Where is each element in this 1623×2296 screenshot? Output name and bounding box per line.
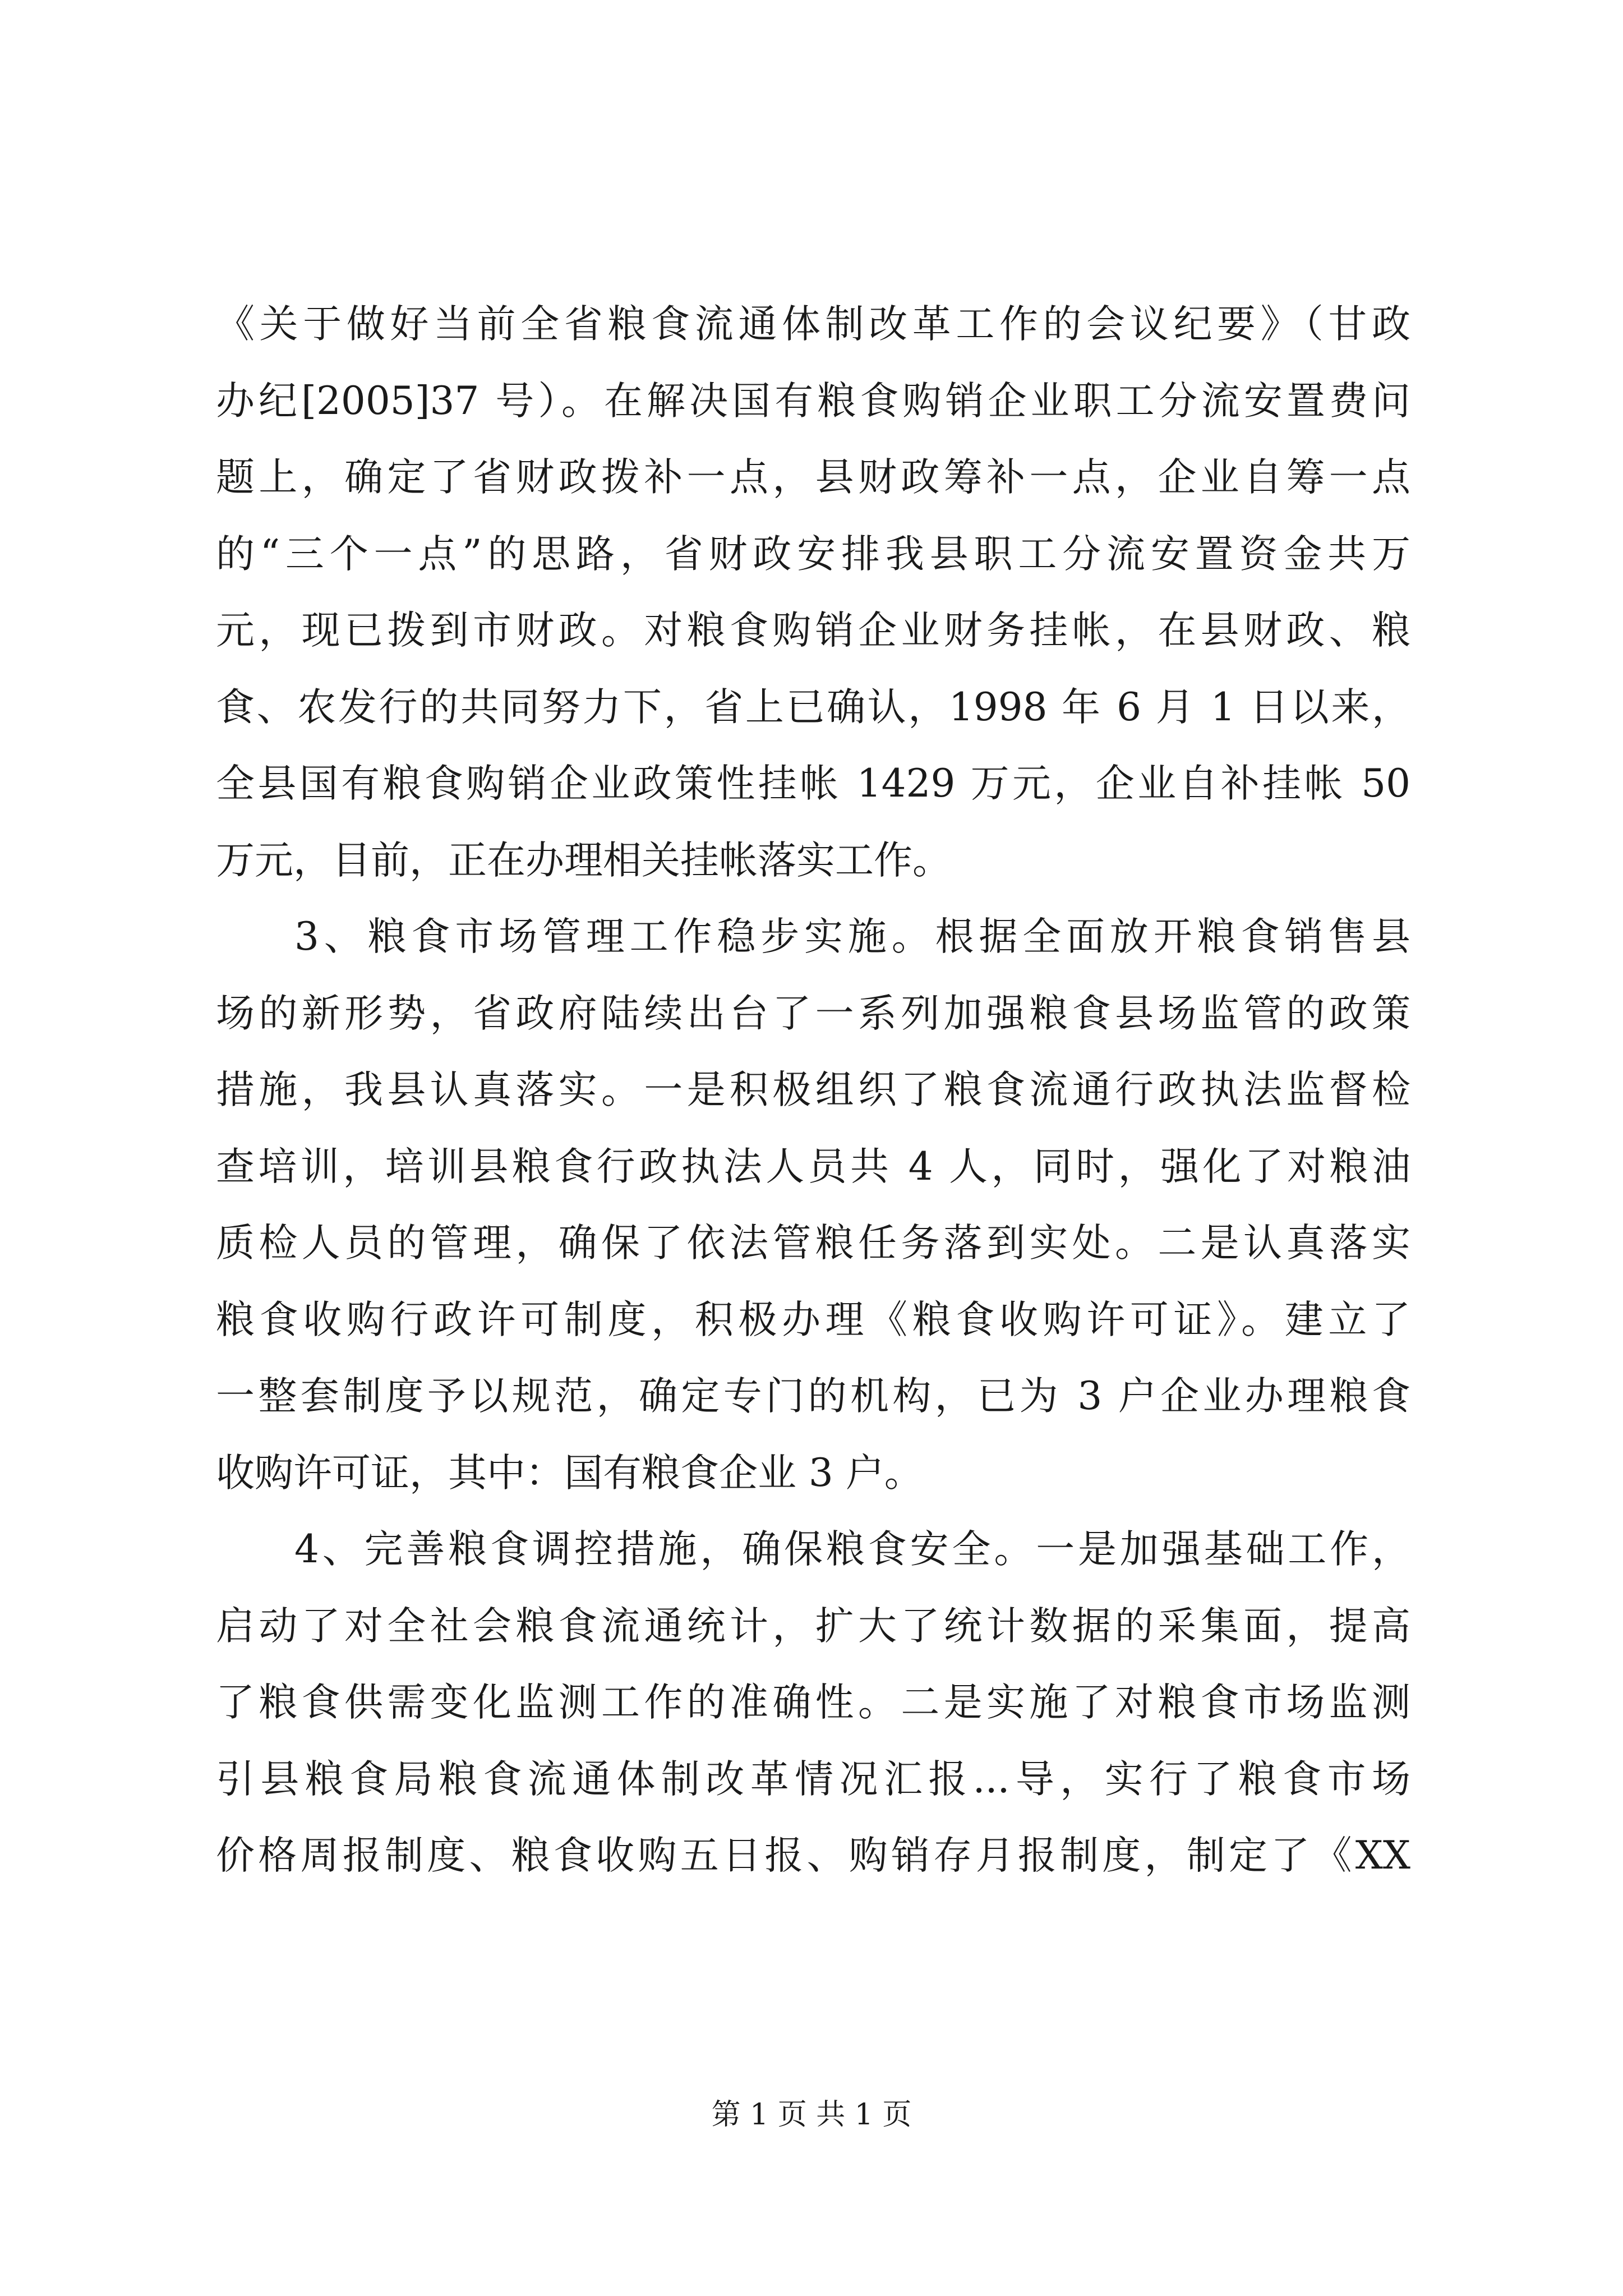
text-line-17: 4、完善粮食调控措施，确保粮食安全。一是加强基础工作， [294,1527,1410,1572]
text-line-6: 食、农发行的共同努力下，省上已确认，1998 年 6 月 1 日以来， [216,684,1410,730]
text-line-2: 办纪[2005]37 号）。在解决国有粮食购销企业职工分流安置费问 [216,378,1410,424]
text-line-9: 3、粮食市场管理工作稳步实施。根据全面放开粮食销售县 [294,914,1410,959]
page-footer: 第 1 页 共 1 页 [711,2098,912,2132]
text-line-11: 措施，我县认真落实。一是积极组织了粮食流通行政执法监督检 [216,1068,1410,1112]
text-line-13: 质检人员的管理，确保了依法管粮任务落到实处。二是认真落实 [216,1221,1410,1266]
text-line-16: 收购许可证，其中：国有粮食企业 3 户。 [216,1450,923,1496]
text-line-3: 题上，确定了省财政拨补一点，县财政筹补一点，企业自筹一点 [216,455,1410,500]
text-line-18: 启动了对全社会粮食流通统计，扩大了统计数据的采集面，提高 [216,1603,1410,1649]
text-line-4: 的“三个一点”的思路，省财政安排我县职工分流安置资金共万 [216,531,1410,577]
text-line-7: 全县国有粮食购销企业政策性挂帐 1429 万元，企业自补挂帐 50 [216,761,1410,806]
text-line-10: 场的新形势，省政府陆续出台了一系列加强粮食县场监管的政策 [216,991,1410,1036]
text-line-19: 了粮食供需变化监测工作的准确性。二是实施了对粮食市场监测 [216,1680,1410,1725]
text-line-20: 引县粮食局粮食流通体制改革情况汇报...导，实行了粮食市场 [216,1756,1410,1802]
text-line-5: 元，现已拨到市财政。对粮食购销企业财务挂帐，在县财政、粮 [216,608,1410,653]
text-line-21: 价格周报制度、粮食收购五日报、购销存月报制度，制定了《XX [216,1833,1410,1878]
text-line-15: 一整套制度予以规范，确定专门的机构，已为 3 户企业办理粮食 [216,1374,1410,1419]
body-text [216,286,1410,1894]
text-line-1: 《关于做好当前全省粮食流通体制改革工作的会议纪要》（甘政 [216,302,1410,347]
text-line-8: 万元，目前，正在办理相关挂帐落实工作。 [216,838,951,883]
text-line-12: 查培训，培训县粮食行政执法人员共 4 人，同时，强化了对粮油 [216,1144,1410,1189]
text-line-14: 粮食收购行政许可制度，积极办理《粮食收购许可证》。建立了 [216,1297,1410,1342]
